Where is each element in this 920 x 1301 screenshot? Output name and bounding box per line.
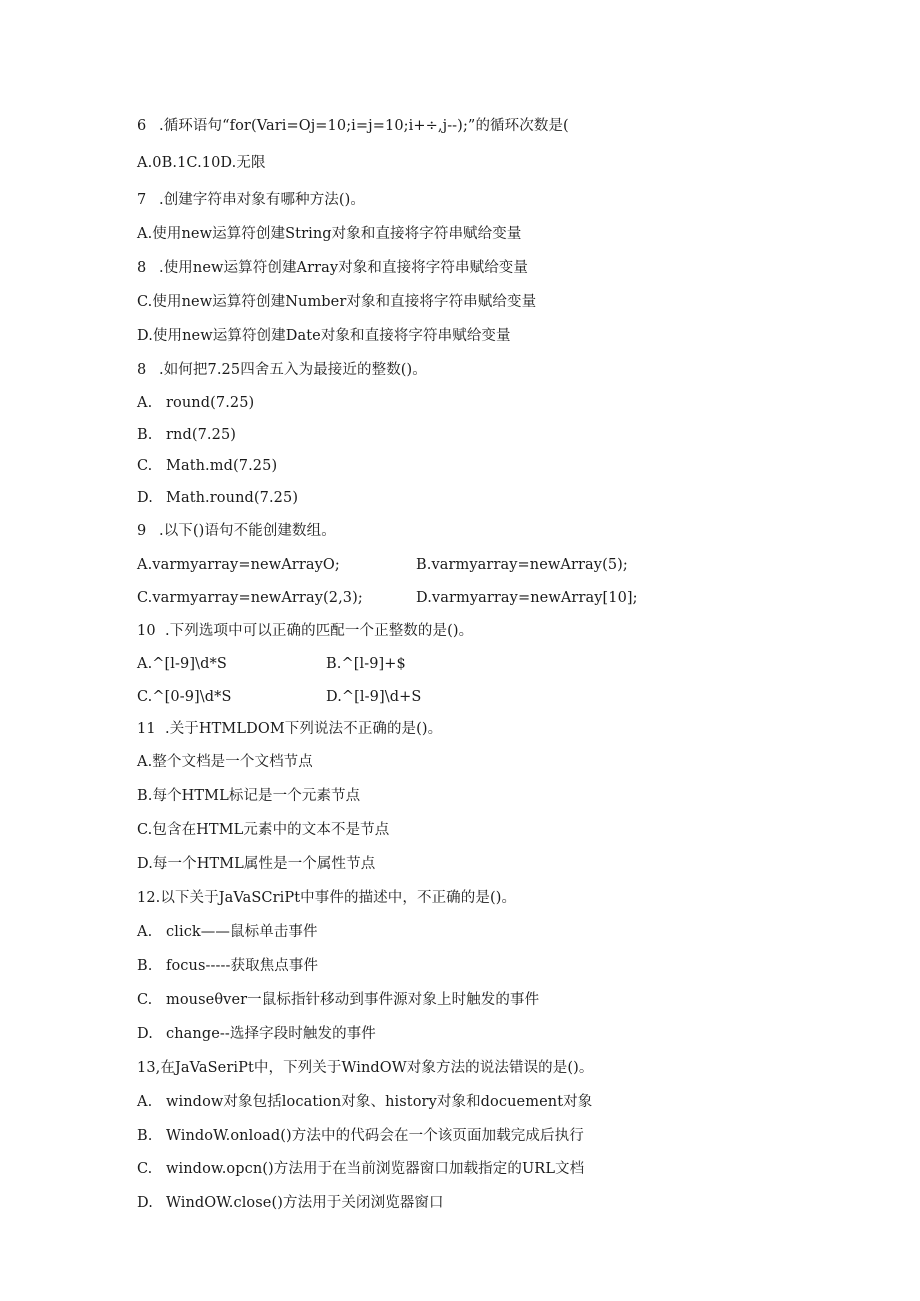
question-11-option-c: C.包含在HTML元素中的文本不是节点 [137, 822, 390, 838]
question-10-option-d: D.^[l-9]\d+S [326, 689, 422, 705]
question-number: 7 [137, 192, 147, 208]
question-text: .关于HTMLDOM下列说法不正确的是()。 [165, 721, 443, 737]
question-number: 10 [137, 623, 156, 639]
question-7-option-a: A.使用new运算符创建String对象和直接将字符串赋给变量 [137, 226, 522, 242]
question-text: .创建字符串对象有哪种方法()。 [159, 192, 366, 208]
option-letter: B. [137, 958, 153, 974]
question-number: 11 [137, 721, 156, 737]
question-7 [137, 191, 365, 209]
option-letter: C. [137, 1161, 153, 1177]
question-6-options: A.0B.1C.10D.无限 [137, 155, 266, 171]
option-letter: B. [137, 427, 153, 443]
question-text: .下列选项中可以正确的匹配一个正整数的是()。 [165, 623, 474, 639]
question-12-option-a [137, 923, 318, 941]
question-11-option-a: A.整个文档是一个文档节点 [137, 754, 313, 770]
question-11-option-d: D.每一个HTML属性是一个属性节点 [137, 856, 376, 872]
question-8-option-a [137, 394, 254, 412]
option-text: rnd(7.25) [166, 427, 237, 443]
option-text: WindoW.onload()方法中的代码会在一个该页面加载完成后执行 [166, 1128, 584, 1144]
option-text: Math.round(7.25) [166, 490, 299, 506]
question-12-option-c [137, 991, 539, 1009]
option-text: mouseθver一鼠标指针移动到事件源对象上时触发的事件 [166, 992, 540, 1008]
question-text: .如何把7.25四舍五入为最接近的整数()。 [159, 362, 427, 378]
option-text: round(7.25) [166, 395, 255, 411]
option-letter: D. [137, 1026, 153, 1042]
question-6 [137, 117, 569, 135]
option-text: WindOW.close()方法用于关闭浏览器窗口 [166, 1195, 444, 1211]
option-letter: A. [137, 924, 153, 940]
question-9-option-d: D.varmyarray=newArray[10]; [416, 590, 638, 606]
question-7-option-c: C.使用new运算符创建Number对象和直接将字符串赋给变量 [137, 294, 537, 310]
question-10-options-row-2 [137, 688, 637, 706]
option-letter: A. [137, 1094, 153, 1110]
question-8-option-b [137, 426, 236, 444]
question-number: 9 [137, 523, 147, 539]
question-number: 6 [137, 118, 147, 134]
option-number: 8 [137, 260, 147, 276]
question-9 [137, 522, 336, 540]
option-text: window对象包括location对象、history对象和docuement对象 [166, 1094, 593, 1110]
question-9-option-c: C.varmyarray=newArray(2,3); [137, 590, 363, 606]
question-9-option-b: B.varmyarray=newArray(5); [416, 557, 628, 573]
option-text: .使用new运算符创建Array对象和直接将字符串赋给变量 [159, 260, 529, 276]
question-9-options-row-1 [137, 556, 837, 574]
question-9-options-row-2 [137, 589, 837, 607]
option-text: Math.md(7.25) [166, 458, 278, 474]
question-7-option-d: D.使用new运算符创建Date对象和直接将字符串赋给变量 [137, 328, 511, 344]
question-13-option-a [137, 1093, 592, 1111]
question-13-option-b [137, 1127, 584, 1145]
question-8 [137, 361, 427, 379]
question-7-option-b [137, 259, 528, 277]
option-letter: C. [137, 458, 153, 474]
question-text: .以下()语句不能创建数组。 [159, 523, 336, 539]
question-12-option-b [137, 957, 318, 975]
option-text: window.opcn()方法用于在当前浏览器窗口加载指定的URL文档 [166, 1161, 585, 1177]
option-text: change--选择字段时触发的事件 [166, 1026, 376, 1042]
question-13-option-d [137, 1194, 444, 1212]
option-text: focus-----获取焦点事件 [166, 958, 319, 974]
question-10-option-a: A.^[l-9]\d*S [137, 656, 227, 672]
question-9-option-a: A.varmyarray=newArrayO; [137, 557, 340, 573]
option-letter: B. [137, 1128, 153, 1144]
question-11-option-b: B.每个HTML标记是一个元素节点 [137, 788, 361, 804]
question-number: 8 [137, 362, 147, 378]
option-letter: A. [137, 395, 153, 411]
question-11 [137, 720, 442, 738]
question-text: .循环语句“for(Vari=Oj=10;i=j=10;i+÷,j--);”的循环次数是( [159, 118, 569, 134]
question-10 [137, 622, 473, 640]
question-8-option-d [137, 489, 298, 507]
question-13-option-c [137, 1160, 584, 1178]
question-10-options-row-1 [137, 655, 637, 673]
question-10-option-b: B.^[l-9]+$ [326, 656, 406, 672]
question-12: 12.以下关于JaVaSCriPt中事件的描述中，不正确的是()。 [137, 890, 517, 906]
option-letter: D. [137, 490, 153, 506]
question-10-option-c: C.^[0-9]\d*S [137, 689, 232, 705]
option-letter: D. [137, 1195, 153, 1211]
question-13: 13,在JaVaSeriPt中，下列关于WindOW对象方法的说法错误的是()。 [137, 1060, 594, 1076]
option-text: click——鼠标单击事件 [166, 924, 318, 940]
option-letter: C. [137, 992, 153, 1008]
question-12-option-d [137, 1025, 376, 1043]
question-8-option-c [137, 457, 277, 475]
